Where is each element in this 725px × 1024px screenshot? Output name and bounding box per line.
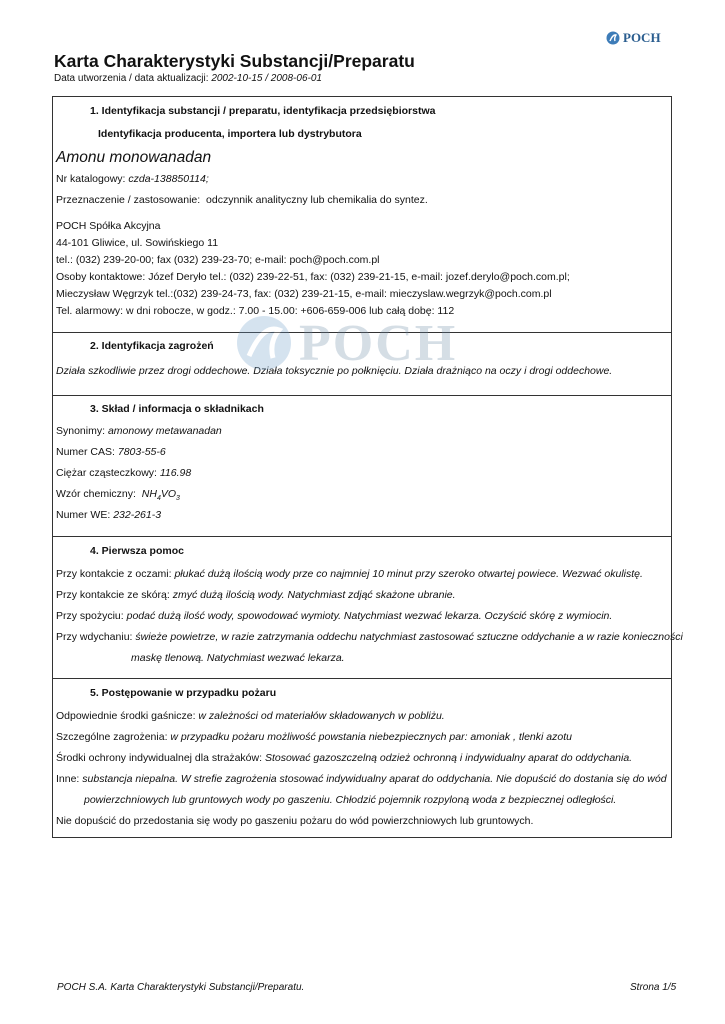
formula-line <box>56 488 180 502</box>
section-fire <box>53 678 671 837</box>
watermark-text: POCH <box>299 314 458 372</box>
synonyms-line <box>56 425 222 437</box>
catalog-label: Nr katalogowy: <box>56 173 126 185</box>
special-hazards-value: w przypadku pożaru możliwość powstania niebezpiecznych par: amoniak , tlenki azotu <box>170 731 572 743</box>
we-line <box>56 509 161 521</box>
company-address: 44-101 Gliwice, ul. Sowińskiego 11 <box>56 237 219 249</box>
poch-logo <box>606 28 674 48</box>
mw-label: Ciężar cząsteczkowy: <box>56 467 157 479</box>
contact-line-2: Mieczysław Węgrzyk tel.:(032) 239-24-73, fax: (032) 239-21-15, e-mail: mieczyslaw.wegrzyk@poch.com.pl <box>56 288 552 300</box>
dates-label: Data utworzenia / data aktualizacji: <box>54 73 209 84</box>
other-line: Inne: substancja niepalna. W strefie zagrożenia stosować indywidualny aparat do oddychania. Nie dopuścić do dostania się do wód <box>56 773 667 785</box>
section5-heading: 5. Postępowanie w przypadku pożaru <box>90 687 277 699</box>
skin-line: Przy kontakcie ze skórą: zmyć dużą ilością wody. Natychmiast zdjąć skażone ubranie. <box>56 589 456 601</box>
we-value: 232-261-3 <box>113 509 162 521</box>
substance-name: Amonu monowanadan <box>56 149 212 166</box>
inhale-value-1: świeże powietrze, w razie zatrzymania oddechu natychmiast zastosować sztuczne oddychanie a w razie konieczności <box>135 631 683 643</box>
inhale-line: Przy wdychaniu: świeże powietrze, w razie zatrzymania oddechu natychmiast zastosować sztuczne oddychanie a w razie konieczności <box>56 631 683 643</box>
dates-value: 2002-10-15 / 2008-06-01 <box>211 73 322 84</box>
page-number: Strona 1/5 <box>630 982 677 993</box>
other-value-1: substancja niepalna. W strefie zagrożenia stosować indywidualny aparat do oddychania. Nie dopuścić do dostania się do wód <box>82 773 667 785</box>
section-composition <box>53 395 671 536</box>
document-frame <box>52 96 683 838</box>
usage-label: Przeznaczenie / zastosowanie: <box>56 194 201 206</box>
mw-value: 116.98 <box>159 467 192 479</box>
inhale-value-2: maskę tlenową. Natychmiast wezwać lekarza. <box>131 652 345 664</box>
ppe-value: Stosować gazoszczelną odzież ochronną i indywidualny aparat do oddychania. <box>264 752 633 764</box>
section4-heading: 4. Pierwsza pomoc <box>90 545 184 557</box>
page-title: Karta Charakterystyki Substancji/Preparatu <box>54 51 415 71</box>
catalog-value: czda-138850114; <box>128 173 209 185</box>
contact-line-1: Osoby kontaktowe: Józef Deryło tel.: (032) 239-22-51, fax: (032) 239-21-15, e-mail: jozef.derylo@poch.com.pl; <box>56 271 570 283</box>
ingest-line: Przy spożyciu: podać dużą ilość wody, spowodować wymioty. Natychmiast wezwać lekarza. Oczyścić skórę z wymiocin. <box>56 610 613 622</box>
synonyms-label: Synonimy: <box>56 425 106 437</box>
ppe-line: Środki ochrony indywidualnej dla strażaków: Stosować gazoszczelną odzież ochronną i indywidualny aparat do oddychania. <box>56 752 633 764</box>
formula-label: Wzór chemiczny: <box>56 488 136 500</box>
section-hazards <box>53 332 671 395</box>
company-name: POCH Spółka Akcyjna <box>56 220 161 232</box>
eyes-value: płukać dużą ilością wody prze co najmniej 10 minut przy szeroko otwartej powiece. Wezwać okulistę. <box>174 568 643 580</box>
fire-final-line: Nie dopuścić do przedostania się wody po gaszeniu pożaru do wód powierzchniowych lub gruntowych. <box>56 815 534 827</box>
cas-label: Numer CAS: <box>56 446 115 458</box>
skin-value: zmyć dużą ilością wody. Natychmiast zdjąć skażone ubranie. <box>172 589 456 601</box>
synonyms-value: amonowy metawanadan <box>107 425 222 437</box>
section2-heading: 2. Identyfikacja zagrożeń <box>90 340 214 352</box>
section1-subheading: Identyfikacja producenta, importera lub dystrybutora <box>98 128 362 140</box>
section-identification <box>53 97 671 332</box>
section-first-aid <box>53 536 683 678</box>
company-phone: tel.: (032) 239-20-00; fax (032) 239-23-70; e-mail: poch@poch.com.pl <box>56 254 380 266</box>
special-hazards-line: Szczególne zagrożenia: w przypadku pożaru możliwość powstania niebezpiecznych par: amoniak , tlenki azotu <box>56 731 572 743</box>
section3-heading: 3. Skład / informacja o składnikach <box>90 403 264 415</box>
section1-heading: 1. Identyfikacja substancji / preparatu, identyfikacja przedsiębiorstwa <box>90 105 436 117</box>
eyes-line: Przy kontakcie z oczami: płukać dużą ilością wody prze co najmniej 10 minut przy szeroko otwartej powiece. Wezwać okulistę. <box>56 568 643 580</box>
dates-line <box>54 73 322 84</box>
catalog-line <box>56 173 209 185</box>
usage-line <box>56 194 428 206</box>
cas-line <box>56 446 166 458</box>
ingest-value: podać dużą ilość wody, spowodować wymioty. Natychmiast wezwać lekarza. Oczyścić skórę z wymiocin. <box>126 610 613 622</box>
agents-line: Odpowiednie środki gaśnicze: w zależności od materiałów składowanych w pobliżu. <box>56 710 445 722</box>
other-value-2: powierzchniowych lub gruntowych wody po gaszeniu. Chłodzić pojemnik rozpyloną woda z bezpiecznej odległości. <box>84 794 617 806</box>
agents-value: w zależności od materiałów składowanych w pobliżu. <box>198 710 445 722</box>
poch-logo-icon <box>606 31 620 45</box>
we-label: Numer WE: <box>56 509 111 521</box>
footer-title: POCH S.A. Karta Charakterystyki Substancji/Preparatu. <box>57 982 305 993</box>
alarm-line: Tel. alarmowy: w dni robocze, w godz.: 7.00 - 15.00: +606-659-006 lub całą dobę: 112 <box>56 305 455 317</box>
mw-line <box>56 467 191 479</box>
usage-value: odczynnik analityczny lub chemikalia do syntez. <box>206 194 428 206</box>
formula-value: $NH_4VO_3$ <box>141 488 180 503</box>
hazards-text: Działa szkodliwie przez drogi oddechowe. Działa toksycznie po połknięciu. Działa drażniąco na oczy i drogi oddechowe. <box>56 365 613 377</box>
cas-value: 7803-55-6 <box>117 446 166 458</box>
logo-text: POCH <box>623 30 661 45</box>
